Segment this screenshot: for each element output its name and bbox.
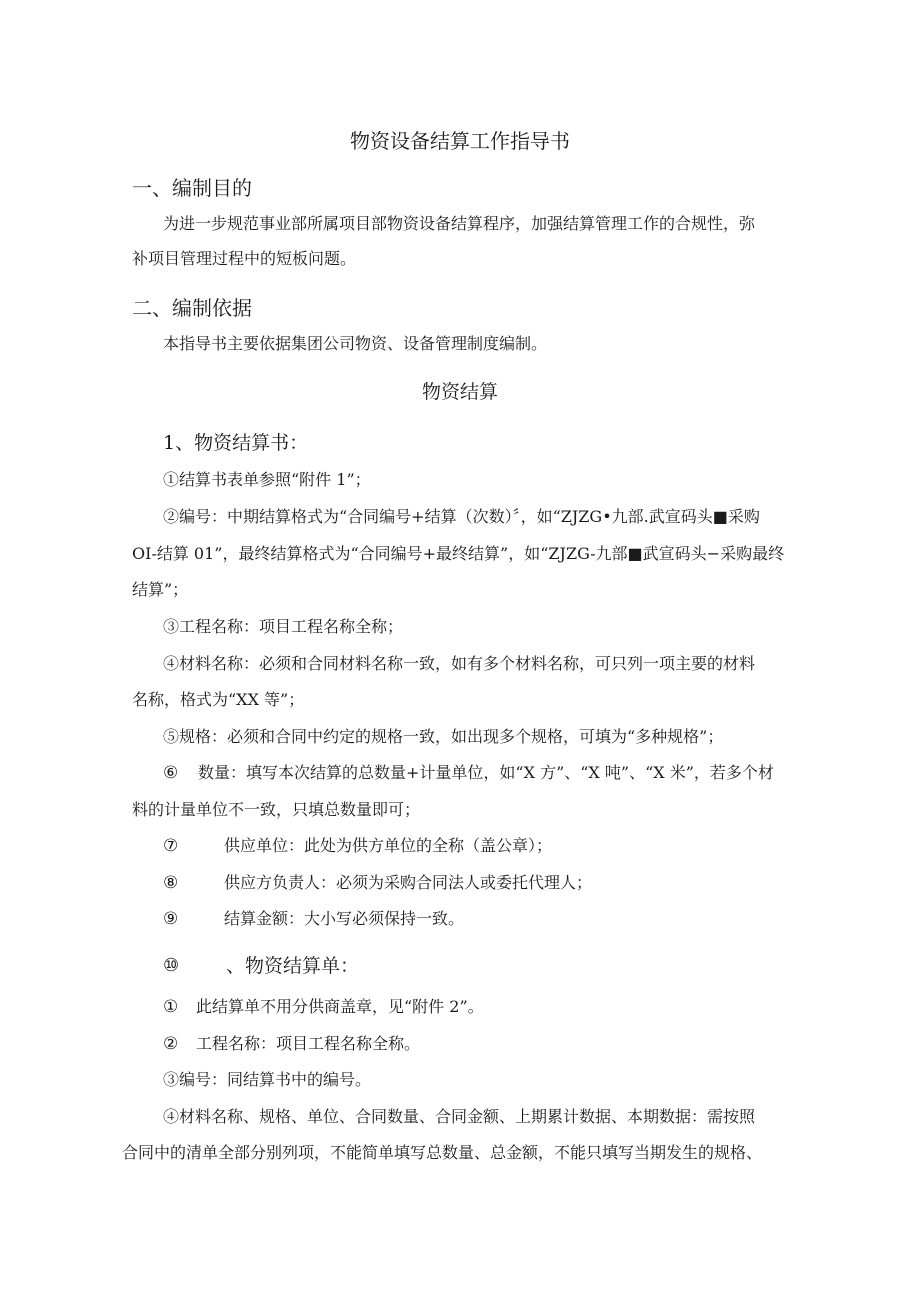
list-item-continuation: 料的计量单位不一致，只填总数量即可； — [132, 800, 421, 819]
paragraph-line: 本指导书主要依据集团公司物资、设备管理制度编制。 — [163, 334, 548, 353]
list-item-number: ⑥ — [163, 763, 179, 783]
section-heading-purpose: 一、编制目的 — [132, 176, 252, 200]
list-item-number: ② — [163, 1034, 179, 1054]
list-item: ③工程名称：项目工程名称全称； — [163, 617, 404, 636]
paragraph-line: 补项目管理过程中的短板问题。 — [132, 249, 357, 268]
list-item-text: 供应单位：此处为供方单位的全称（盖公章）； — [224, 836, 553, 855]
list-item-text: 工程名称：项目工程名称全称。 — [196, 1034, 421, 1053]
list-item-number: ⑧ — [163, 873, 179, 893]
document-title: 物资设备结算工作指导书 — [350, 129, 570, 153]
list-item-continuation: 名称，格式为“XX 等”； — [132, 690, 305, 709]
list-item-continuation: 合同中的清单全部分别列项，不能简单填写总数量、总金额，不能只填写当期发生的规格、 — [122, 1143, 763, 1162]
paragraph-line: 为进一步规范事业部所属项目部物资设备结算程序，加强结算管理工作的合规性，弥 — [163, 214, 756, 233]
list-item: ④材料名称：必须和合同材料名称一致，如有多个材料名称，可只列一项主要的材料 — [163, 654, 756, 673]
subsection-heading-settlement-book: 1、物资结算书： — [163, 432, 309, 454]
list-item: ④材料名称、规格、单位、合同数量、合同金额、上期累计数据、本期数据：需按照 — [163, 1107, 756, 1126]
list-item: ⑤规格：必须和合同中约定的规格一致，如出现多个规格，可填为“多种规格”； — [163, 727, 724, 746]
list-item-text: 此结算单不用分供商盖章，见“附件 2”。 — [196, 997, 484, 1016]
list-item-number: ⑨ — [163, 909, 179, 929]
list-item: ①结算书表单参照“附件 1”； — [163, 470, 371, 489]
subsection-heading-settlement-sheet: 、物资结算单： — [226, 955, 360, 977]
section-heading-basis: 二、编制依据 — [132, 296, 252, 320]
list-item-text: 供应方负责人：必须为采购合同法人或委托代理人； — [224, 873, 593, 892]
subsection-number: ⑩ — [163, 955, 180, 976]
list-item-number: ① — [163, 997, 179, 1017]
list-item-continuation: OI-结算 01”，最终结算格式为“合同编号+最终结算”，如“ZJZG-九部■武宣码头−采购最终 — [132, 544, 785, 563]
list-item-text: 结算金额：大小写必须保持一致。 — [224, 909, 465, 928]
list-item-text: 数量：填写本次结算的总数量+计量单位，如“X 方”、“X 吨”、“X 米”，若多个材 — [198, 763, 774, 782]
part-title: 物资结算 — [421, 381, 498, 403]
list-item: ②编号：中期结算格式为“合同编号+结算（次数）〞，如“ZJZG•九部.武宣码头■采购 — [163, 507, 760, 526]
list-item-number: ⑦ — [163, 836, 179, 856]
list-item: ③编号：同结算书中的编号。 — [163, 1070, 372, 1089]
list-item-continuation: 结算”； — [132, 580, 189, 599]
